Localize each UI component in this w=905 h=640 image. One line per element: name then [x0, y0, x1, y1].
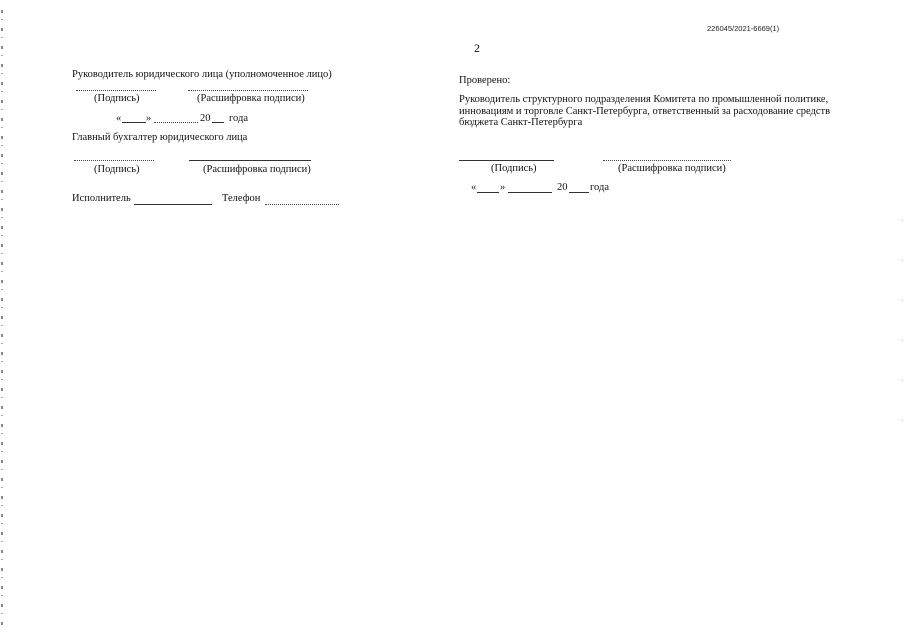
right-date-word: года [590, 182, 609, 193]
head-title: Руководитель юридического лица (уполномоченное лицо) [72, 69, 332, 80]
executor-line [134, 204, 212, 205]
head-signature-label: (Подпись) [94, 93, 140, 104]
head-decoding-label: (Расшифровка подписи) [197, 93, 305, 104]
phone-line [265, 204, 339, 205]
document-id: 226045/2021-6669(1) [707, 24, 780, 33]
accountant-signature-line [74, 160, 154, 161]
right-date-year: 20 [557, 182, 568, 193]
scan-edge-left [1, 10, 3, 630]
right-date-close-quote: » [500, 182, 506, 193]
right-date-open-quote: « [471, 182, 477, 193]
accountant-signature-label: (Подпись) [94, 164, 140, 175]
head-date-year-line [212, 122, 224, 123]
right-signature-label: (Подпись) [491, 163, 537, 174]
right-date-year-line [569, 192, 589, 193]
right-date-day-line [477, 192, 499, 193]
head-date-month-line [154, 122, 198, 123]
right-signature-line [459, 160, 554, 161]
executor-label: Исполнитель [72, 193, 131, 204]
right-decoding-label: (Расшифровка подписи) [618, 163, 726, 174]
accountant-decoding-line [189, 160, 311, 161]
head-date-open-quote: « [116, 113, 122, 124]
accountant-decoding-label: (Расшифровка подписи) [203, 164, 311, 175]
right-decoding-line [603, 160, 731, 161]
checked-label: Проверено: [459, 75, 511, 86]
right-date-month-line [508, 192, 552, 193]
accountant-title: Главный бухгалтер юридического лица [72, 132, 248, 143]
head-date-word: года [229, 113, 248, 124]
head-date-close-quote: » [146, 113, 152, 124]
head-date-day-line [122, 122, 146, 123]
scan-edge-right [902, 220, 903, 440]
head-decoding-line [188, 90, 308, 91]
head-date-year: 20 [200, 113, 211, 124]
page-number: 2 [474, 41, 480, 55]
official-text: Руководитель структурного подразделения Комитета по промышленной политике, инновациям и торговле Санкт-Петербурга, ответственный за расходование средств бюджета Санкт-Петербурга [459, 94, 831, 128]
head-signature-line [76, 90, 156, 91]
phone-label: Телефон [222, 193, 261, 204]
